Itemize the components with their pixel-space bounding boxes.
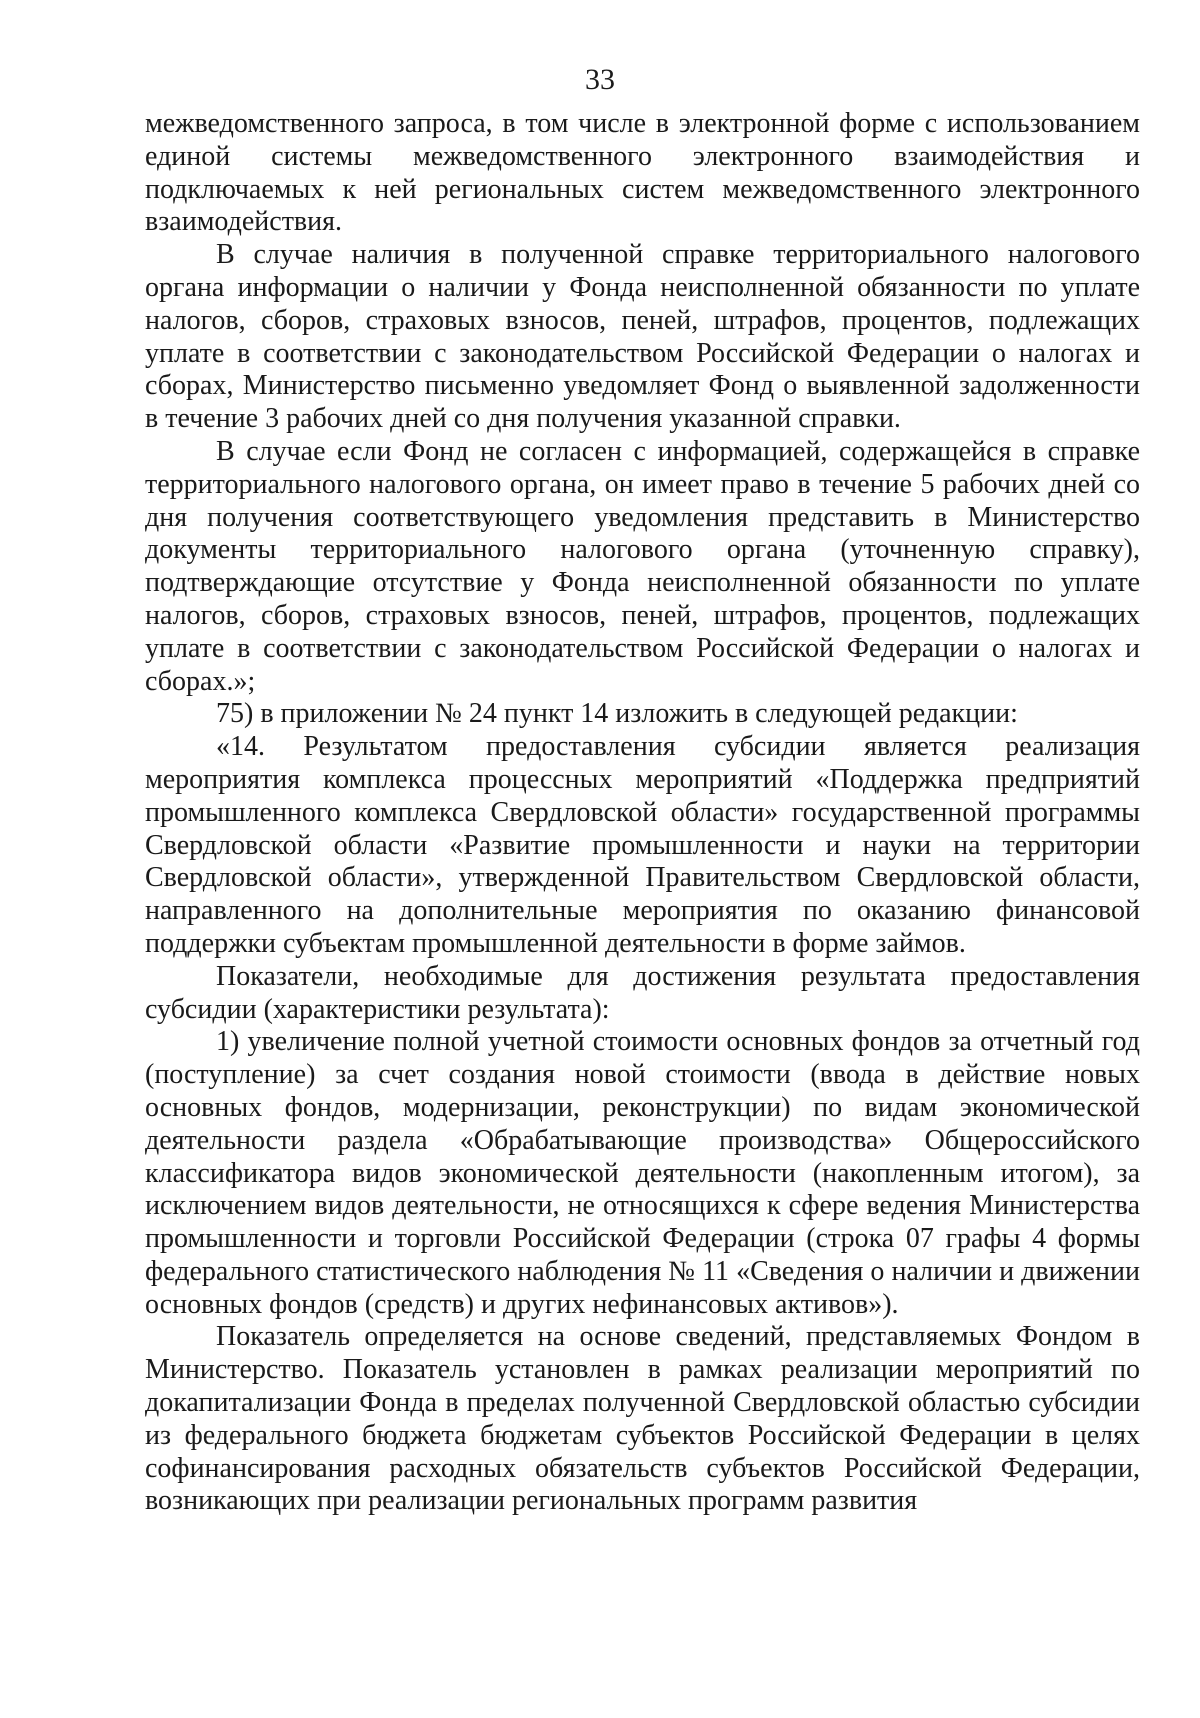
paragraph-4: 75) в приложении № 24 пункт 14 изложить в следующей редакции: (216, 698, 1018, 730)
paragraph-7: 1) увеличение полной учетной стоимости основных фондов за отчетный год (поступление) за счет создания новой стоимости (ввода в действие новых основных фондов, модернизации, реконструкции) по видам экономической деятельности раздела «Обрабатывающие производства» Общероссийского классификатора видов экономической деятельности (накопленным итогом), за исключением видов деятельности, не относящихся к сфере ведения Министерства промышленности и торговли Российской Федерации (строка 07 графы 4 формы федерального статистического наблюдения № 11 «Сведения о наличии и движении основных фондов (средств) и других нефинансовых активов»). (145, 1026, 1140, 1320)
document-body (145, 108, 1140, 1518)
paragraph-2: В случае наличия в полученной справке территориального налогового органа информации о наличии у Фонда неисполненной обязанности по уплате налогов, сборов, страховых взносов, пеней, штрафов, процентов, подлежащих уплате в соответствии с законодательством Российской Федерации о налогах и сборах, Министерство письменно уведомляет Фонд о выявленной задолженности в течение 3 рабочих дней со дня получения указанной справки. (145, 239, 1140, 435)
paragraph-5: «14. Результатом предоставления субсидии является реализация мероприятия комплекса процессных мероприятий «Поддержка предприятий промышленного комплекса Свердловской области» государственной программы Свердловской области «Развитие промышленности и науки на территории Свердловской области», утвержденной Правительством Свердловской области, направленного на дополнительные мероприятия по оказанию финансовой поддержки субъектам промышленной деятельности в форме займов. (145, 731, 1140, 959)
paragraph-1: межведомственного запроса, в том числе в электронной форме с использованием единой системы межведомственного электронного взаимодействия и подключаемых к ней региональных систем межведомственного электронного взаимодействия. (145, 108, 1140, 238)
paragraph-6: Показатели, необходимые для достижения результата предоставления субсидии (характеристики результата): (145, 960, 1140, 1025)
page-number: 33 (585, 63, 615, 96)
paragraph-8: Показатель определяется на основе сведений, представляемых Фондом в Министерство. Показатель установлен в рамках реализации мероприятий по докапитализации Фонда в пределах полученной Свердловской областью субсидии из федерального бюджета бюджетам субъектов Российской Федерации в целях софинансирования расходных обязательств субъектов Российской Федерации, возникающих при реализации региональных программ развития (145, 1321, 1140, 1517)
paragraph-3: В случае если Фонд не согласен с информацией, содержащейся в справке территориального налогового органа, он имеет право в течение 5 рабочих дней со дня получения соответствующего уведомления представить в Министерство документы территориального налогового органа (уточненную справку), подтверждающие отсутствие у Фонда неисполненной обязанности по уплате налогов, сборов, страховых взносов, пеней, штрафов, процентов, подлежащих уплате в соответствии с законодательством Российской Федерации о налогах и сборах.»; (145, 435, 1140, 697)
